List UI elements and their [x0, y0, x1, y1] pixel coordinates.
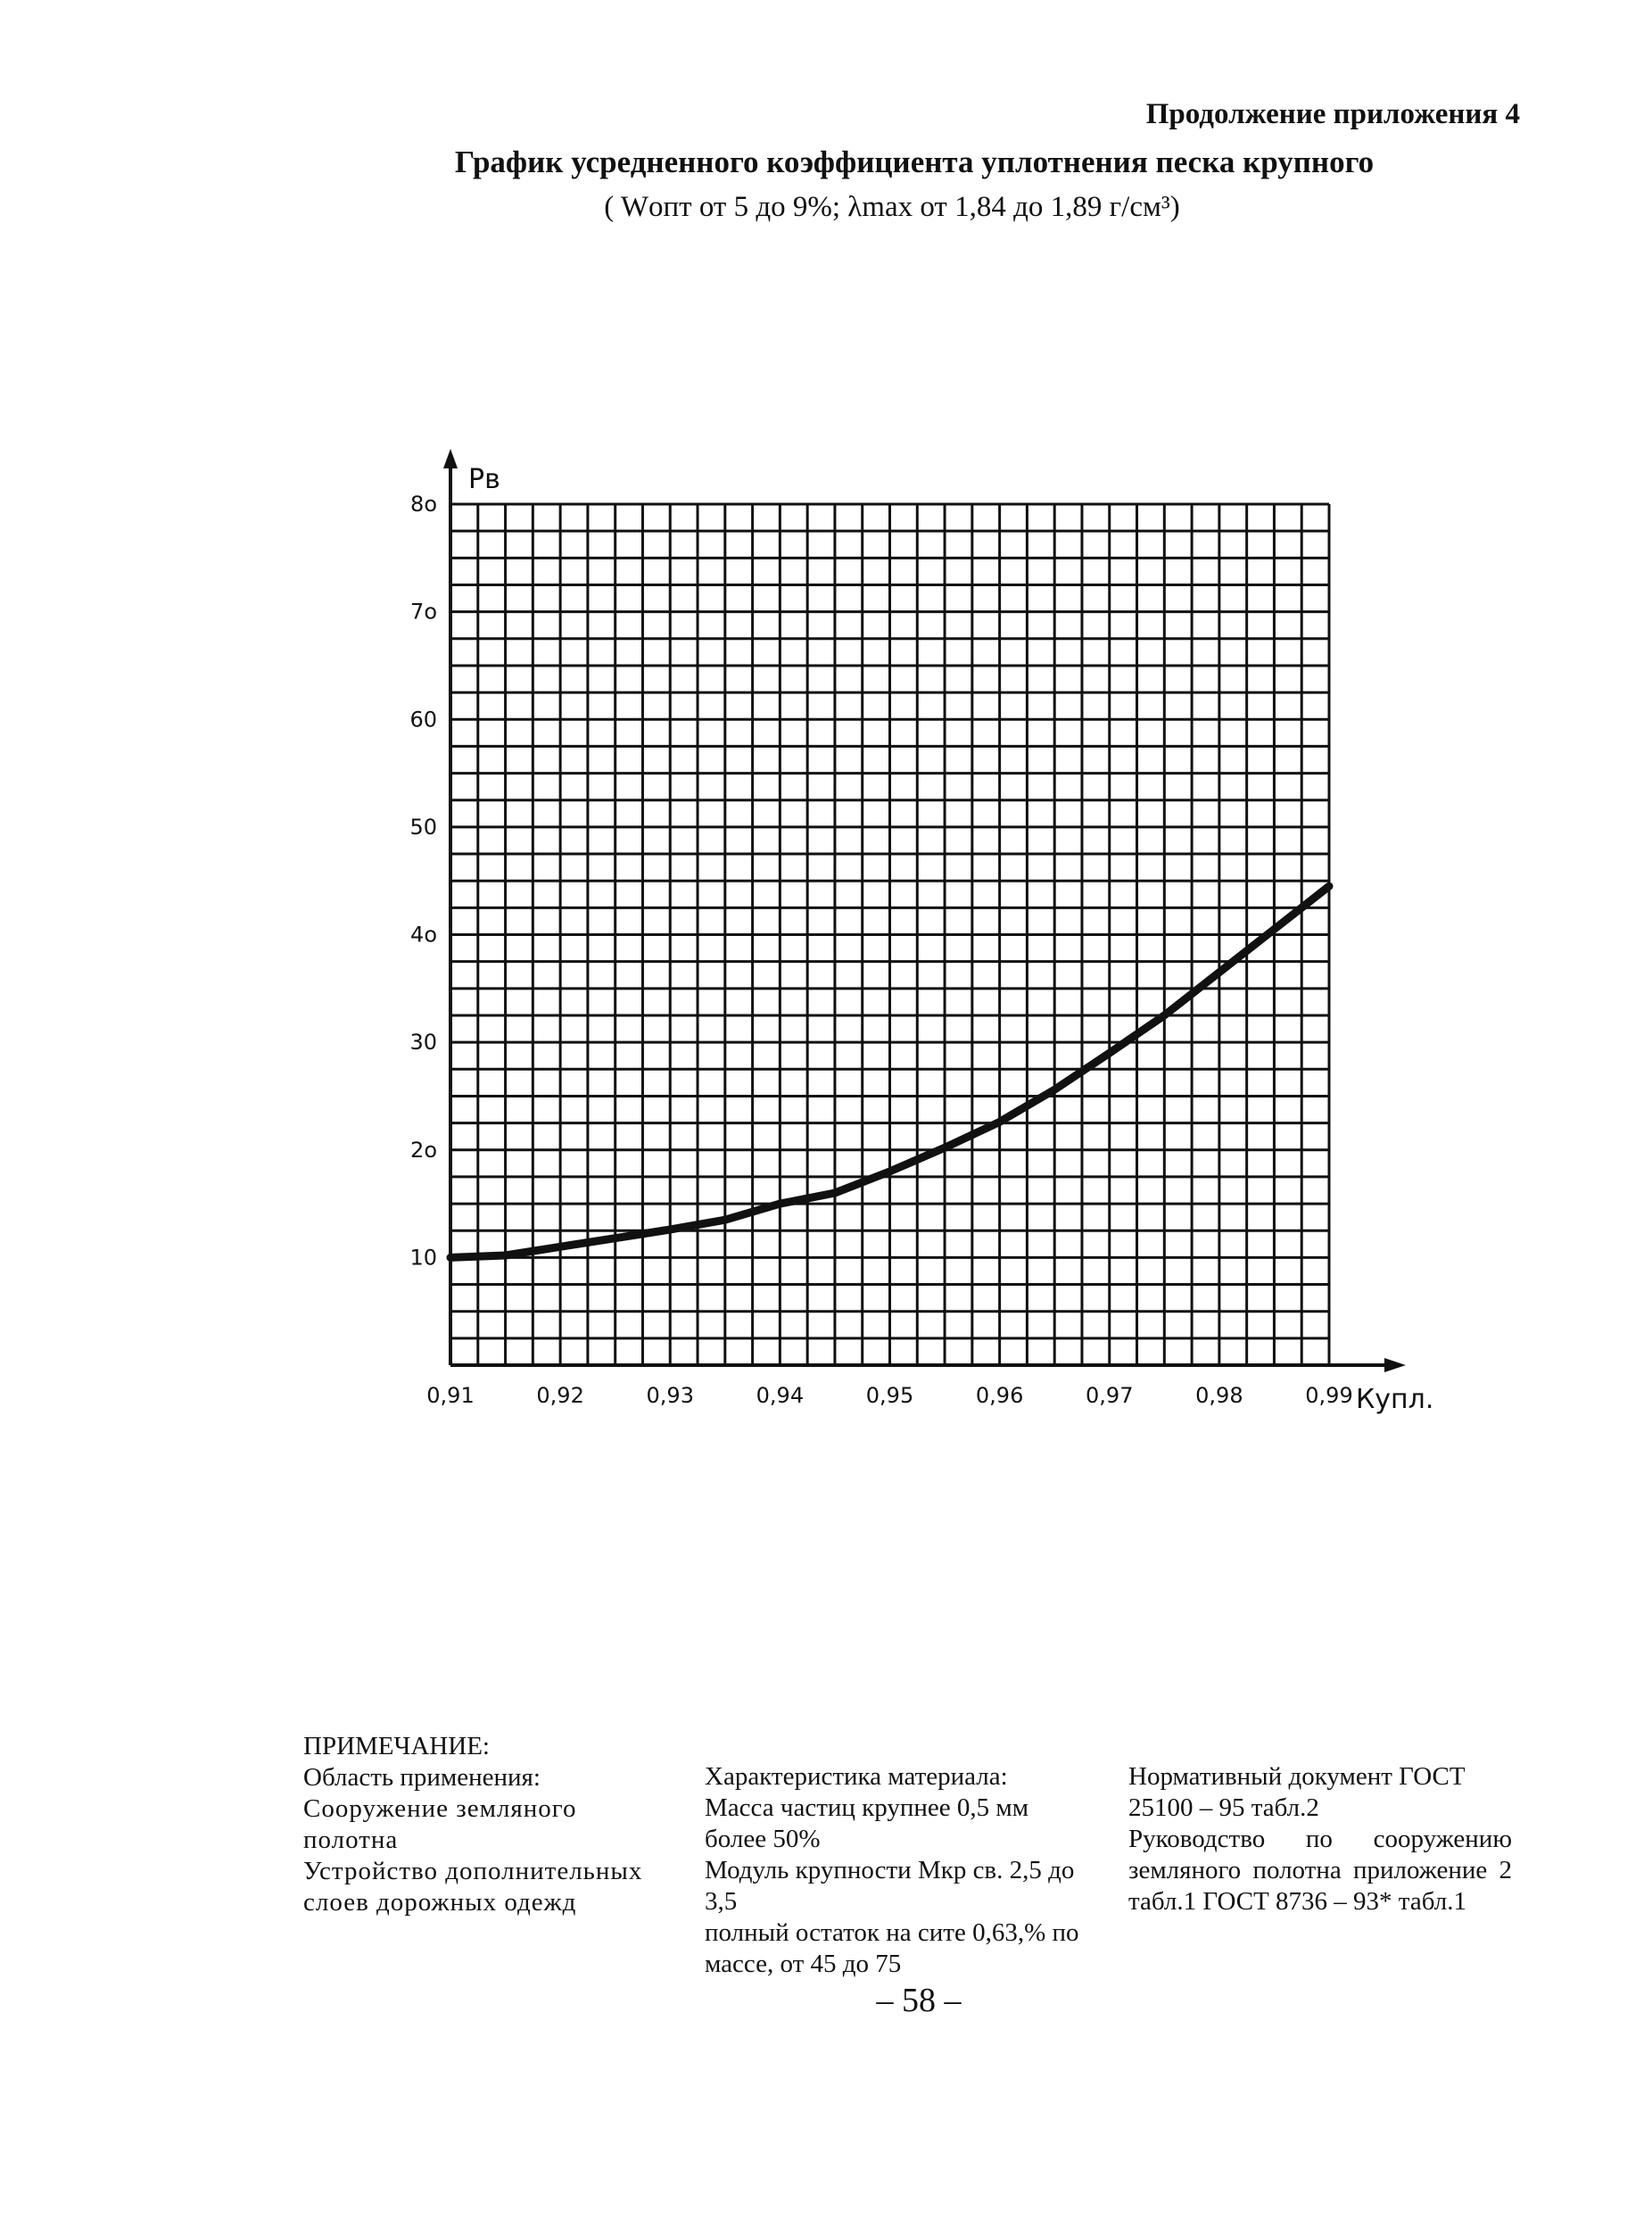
x-axis-arrow: [1384, 1358, 1406, 1372]
x-tick-label: 0,98: [1195, 1383, 1243, 1408]
x-tick-label: 0,93: [646, 1383, 694, 1408]
note-line: полный остаток на сите 0,63,% по массе, от 45 до 75: [705, 1918, 1079, 1978]
x-tick-label: 0,94: [756, 1383, 805, 1408]
y-tick-label: 7о: [410, 599, 437, 625]
y-axis-arrow: [443, 449, 458, 468]
x-tick-labels: [426, 1383, 1352, 1408]
y-tick-labels: [409, 492, 437, 1270]
note-line: Сооружение земляного полотна: [303, 1794, 577, 1854]
notes-column-3: [1128, 1761, 1512, 1917]
x-tick-label: 0,91: [426, 1383, 475, 1408]
y-tick-label: 8о: [410, 492, 437, 517]
note-line: Нормативный документ ГОСТ 25100 – 95 табл.2: [1128, 1762, 1466, 1822]
y-tick-label: 60: [409, 707, 437, 733]
y-axis-label: Рв: [468, 464, 500, 495]
x-axis-label: Купл.: [1356, 1384, 1434, 1415]
note-line: Модуль крупности Мкр св. 2,5 до 3,5: [705, 1856, 1075, 1916]
y-tick-label: 30: [409, 1030, 437, 1056]
chart-title: График усредненного коэффициента уплотнения песка крупного: [454, 145, 1375, 179]
x-tick-label: 0,95: [865, 1383, 914, 1408]
note-line: Характеристика материала:: [705, 1762, 1008, 1791]
y-tick-label: 10: [409, 1245, 437, 1271]
chart-subtitle: ( Wопт от 5 до 9%; λmax от 1,84 до 1,89 г/см³): [604, 191, 1180, 223]
note-line: Устройство дополнительных слоев дорожных одежд: [303, 1857, 643, 1917]
chart-grid: [450, 504, 1329, 1365]
notes-heading: ПРИМЕЧАНИЕ:: [303, 1732, 490, 1760]
x-tick-label: 0,97: [1086, 1383, 1134, 1408]
x-tick-label: 0,92: [536, 1383, 584, 1408]
note-line: Руководство по сооружению земляного полотна приложение 2 табл.1 ГОСТ 8736 – 93* табл.1: [1128, 1825, 1512, 1916]
y-tick-label: 2о: [410, 1137, 437, 1163]
x-tick-label: 0,99: [1305, 1383, 1353, 1408]
x-tick-label: 0,96: [975, 1383, 1024, 1408]
y-tick-label: 4о: [410, 922, 437, 948]
notes-column-2: [705, 1761, 1088, 1980]
note-line: Масса частиц крупнее 0,5 мм более 50%: [705, 1793, 1029, 1853]
notes-column-1: [303, 1731, 660, 1918]
appendix-label: Продолжение приложения 4: [1145, 98, 1520, 130]
note-line: Область применения:: [303, 1763, 541, 1792]
page-number: – 58 –: [876, 1982, 962, 2019]
y-tick-label: 50: [409, 814, 437, 840]
